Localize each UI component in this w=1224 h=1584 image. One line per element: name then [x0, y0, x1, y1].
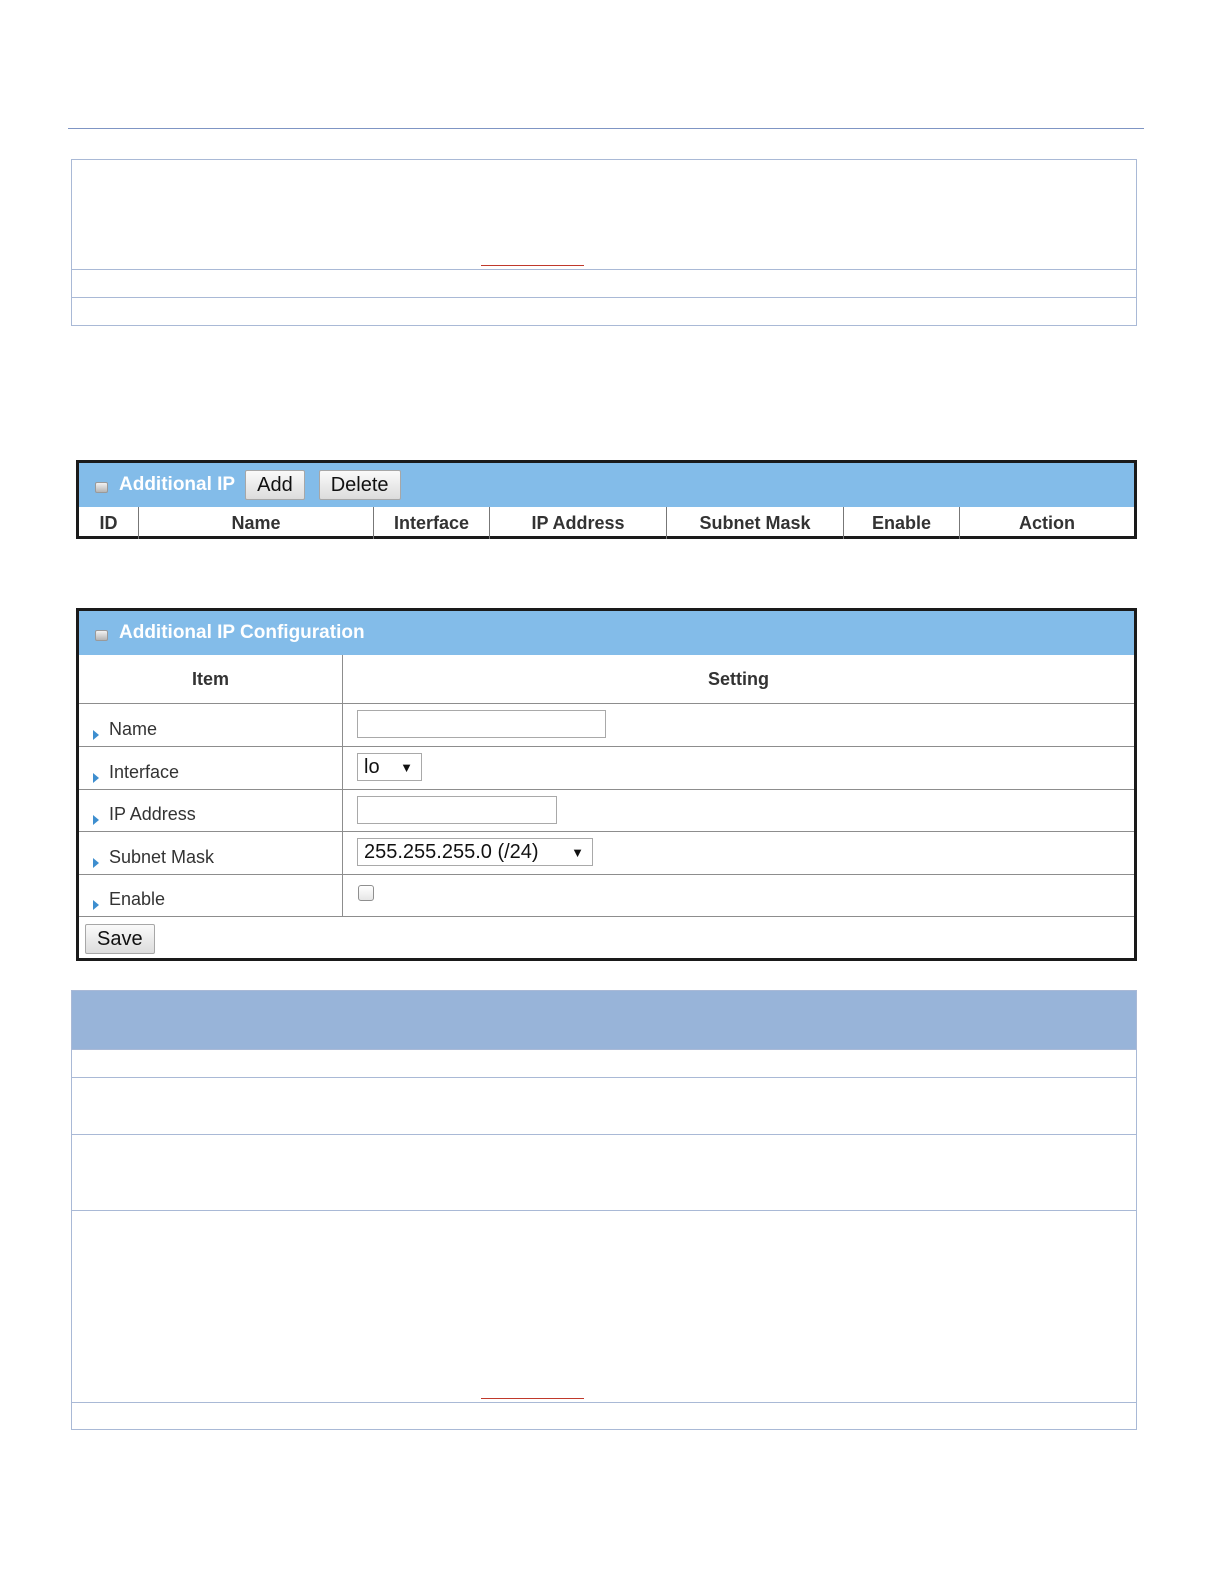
row-enable	[79, 874, 1134, 916]
config-title: Additional IP Configuration	[119, 622, 365, 643]
link-underline[interactable]	[481, 1398, 584, 1399]
column-name: Name	[138, 507, 373, 539]
subnet-mask-select-value: 255.255.255.0 (/24)	[364, 840, 539, 863]
doc-row	[72, 1049, 1136, 1077]
link-underline[interactable]	[481, 265, 584, 266]
doc-row	[72, 297, 1136, 325]
save-row	[79, 916, 1134, 961]
row-ip-address	[79, 789, 1134, 831]
arrow-right-icon	[93, 730, 99, 740]
ip-address-label: IP Address	[109, 804, 196, 824]
enable-label-cell	[79, 875, 343, 916]
doc-row	[72, 1210, 1136, 1402]
column-ip-address: IP Address	[489, 507, 666, 539]
doc-table-bottom	[71, 990, 1137, 1430]
column-action: Action	[959, 507, 1134, 539]
row-subnet-mask	[79, 831, 1134, 874]
doc-row	[72, 160, 1136, 269]
dropdown-arrow-icon: ▼	[571, 844, 584, 860]
panel-bullet-icon	[95, 482, 108, 493]
arrow-right-icon	[93, 858, 99, 868]
column-id: ID	[99, 512, 118, 533]
doc-row	[72, 269, 1136, 297]
name-label: Name	[109, 719, 158, 739]
column-subnet-mask: Subnet Mask	[666, 507, 843, 539]
additional-ip-config-panel	[76, 608, 1137, 961]
enable-label: Enable	[109, 889, 166, 909]
config-header	[79, 611, 1134, 655]
additional-ip-header	[79, 463, 1134, 507]
delete-button[interactable]: Delete	[319, 470, 401, 500]
arrow-right-icon	[93, 815, 99, 825]
panel-bullet-icon	[95, 630, 108, 641]
setting-header: Setting	[708, 668, 769, 689]
arrow-right-icon	[93, 900, 99, 910]
interface-label: Interface	[109, 762, 180, 782]
subnet-mask-select[interactable]	[357, 838, 593, 866]
arrow-right-icon	[93, 773, 99, 783]
column-enable: Enable	[843, 507, 959, 539]
doc-row	[72, 1134, 1136, 1210]
interface-label-cell	[79, 747, 343, 789]
column-header-row	[79, 507, 1134, 539]
enable-checkbox[interactable]	[358, 885, 374, 901]
additional-ip-panel	[76, 460, 1137, 539]
header-rule	[68, 128, 1144, 129]
doc-table-header	[72, 991, 1136, 1049]
item-header: Item	[79, 655, 343, 703]
doc-row	[72, 1077, 1136, 1134]
name-input[interactable]	[357, 710, 606, 738]
interface-select-value: lo	[364, 755, 380, 778]
ip-address-label-cell	[79, 790, 343, 831]
row-name	[79, 703, 1134, 746]
additional-ip-title: Additional IP	[119, 474, 236, 495]
doc-row	[72, 1402, 1136, 1429]
dropdown-arrow-icon: ▼	[400, 759, 413, 775]
save-button[interactable]: Save	[85, 924, 155, 954]
add-button[interactable]: Add	[245, 470, 305, 500]
subnet-mask-label: Subnet Mask	[109, 847, 215, 867]
interface-select[interactable]	[357, 753, 422, 781]
doc-table-top	[71, 159, 1137, 326]
subnet-mask-label-cell	[79, 832, 343, 874]
name-label-cell	[79, 704, 343, 746]
ip-address-input[interactable]	[357, 796, 557, 824]
row-interface	[79, 746, 1134, 789]
column-interface: Interface	[373, 507, 489, 539]
config-column-header	[79, 655, 1134, 703]
